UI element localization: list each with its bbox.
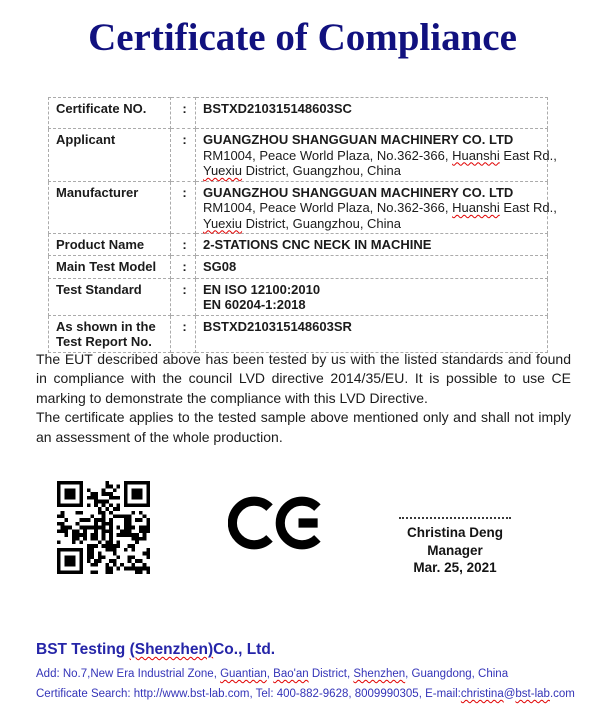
field-separator: : [171,315,196,352]
field-separator: : [171,278,196,315]
table-row [49,98,548,129]
text-run: BSTXD210315148603SC [203,101,352,116]
text-run: Add: No.7,New Era Industrial Zone, [36,668,221,680]
text-run: @ [503,688,516,700]
field-value [196,234,548,256]
table-row [49,234,548,256]
field-value-line [203,163,543,179]
text-run: RM1004, Peace World Plaza, No.362-366, [203,200,453,215]
misspelled-word: bst-lab [515,688,550,700]
statement-block [36,350,571,447]
misspelled-word: Huanshi [452,147,500,163]
misspelled-word: Bao'an [273,668,309,680]
field-value [196,98,548,129]
text-run: East Rd., [499,147,557,163]
text-run: SG08 [203,258,237,274]
text-run: District, [308,668,354,680]
misspelled-word: christina [460,688,504,700]
signature-dotted-line [399,517,511,519]
field-label: Main Test Model [49,255,171,278]
text-run: East Rd., [499,200,557,215]
misspelled-word: Yuexiu [203,163,243,178]
field-label: Applicant [49,129,171,182]
text-run: Certificate Search: http://www.bst-lab.com, Tel: 400-882-9628, 8009990305, E-mail: [36,688,461,700]
field-value [196,255,548,278]
table-row [49,255,548,278]
field-value-line [203,259,543,275]
field-label: Certificate NO. [49,98,171,129]
certificate-table-body [49,98,557,353]
footer-company-name [36,641,586,659]
field-value-line [203,147,557,164]
text-run: 2-STATIONS CNC NECK IN MACHINE [203,237,432,252]
text-run: .com [549,688,575,700]
qr-code-icon [57,481,150,574]
text-run: GUANGZHOU SHANGGUAN MACHINERY CO. LTD [203,132,514,147]
misspelled-word: (Shenzhen) [129,641,214,658]
text-run: District, Guangzhou, China [242,163,402,178]
field-value-line [203,132,543,148]
signatory-name: Christina Deng [406,525,503,540]
text-run: District, Guangzhou, China [242,215,402,231]
misspelled-word: Shenzhen [353,668,406,680]
field-value-line [203,185,543,201]
table-row [49,181,548,234]
table-row [49,278,548,315]
field-value-line [203,282,543,298]
statement-paragraph-1: The EUT described above has been tested by us with the listed standards and found in compliance with the council LVD directive 2014/35/EU. It is possible to use CE marking to demonstrate the compliance with this LVD Directive. [36,351,571,406]
signature-block [393,517,517,577]
footer-contact [36,688,586,700]
footer [36,641,586,708]
signatory-role: Manager [427,542,483,558]
field-separator: : [171,129,196,182]
text-run: BSTXD210315148603SR [203,318,352,334]
field-label: As shown in the Test Report No. [49,315,171,352]
signature-date: Mar. 25, 2021 [413,560,497,575]
table-row [49,129,548,182]
text-run: GUANGZHOU SHANGGUAN MACHINERY CO. LTD [203,184,514,200]
field-label: Manufacturer [49,181,171,234]
field-value [196,315,548,352]
field-value-line [203,319,543,335]
footer-address [36,668,586,680]
text-run: BST Testing [36,641,130,658]
field-value-line [203,200,557,216]
text-run: EN ISO 12100:2010 [203,281,321,297]
ce-mark-icon [228,494,322,552]
certificate-table [48,97,557,353]
misspelled-word: Huanshi [452,200,500,215]
field-value-line [203,216,543,232]
statement-paragraph-2: The certificate applies to the tested sample above mentioned only and shall not imply an assessment of the whole production. [36,409,571,445]
field-separator: : [171,234,196,256]
text-run: , [266,668,274,680]
field-separator: : [171,98,196,129]
misspelled-word: Guantian [220,668,267,680]
field-label: Product Name [49,234,171,256]
field-value [196,129,557,182]
field-value-line [203,101,543,117]
text-run: RM1004, Peace World Plaza, No.362-366, [203,147,453,163]
field-value [196,181,557,234]
field-value-line [203,237,543,253]
field-separator: : [171,181,196,234]
field-label: Test Standard [49,278,171,315]
text-run: Co., Ltd. [213,641,276,658]
misspelled-word: Yuexiu [203,215,243,231]
field-value-line [203,297,543,313]
text-run: , Guangdong, China [405,668,509,680]
page-title: Certificate of Compliance [88,16,517,59]
table-row [49,315,548,352]
field-separator: : [171,255,196,278]
field-value [196,278,548,315]
text-run: EN 60204-1:2018 [203,297,306,312]
